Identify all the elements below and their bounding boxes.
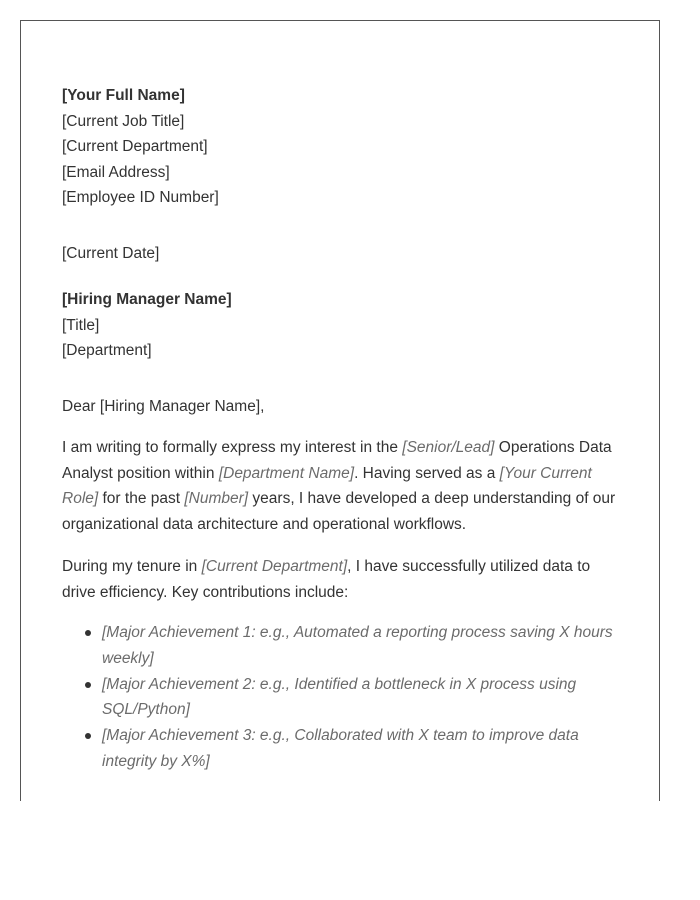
sender-job-title: [Current Job Title] (62, 112, 185, 130)
recipient-department: [Department] (62, 342, 152, 359)
intro-text-3: . Having served as a (354, 464, 500, 482)
letter-body (62, 83, 627, 774)
sender-department: [Current Department] (62, 138, 208, 155)
tenure-text-2: , I have successfully utilized data to drive efficiency. Key contributions include: (62, 557, 591, 601)
intro-text-1: I am writing to formally express my interest in the (62, 439, 403, 456)
list-item (102, 620, 627, 671)
sender-block (62, 83, 627, 211)
achievement-text: [Major Achievement 2: e.g., Identified a bottleneck in X process using SQL/Python] (102, 675, 577, 719)
intro-text-5: years, I have developed a deep understanding of our organizational data architecture and operational workflows. (62, 490, 616, 534)
placeholder-current-department: [Current Department] (201, 557, 348, 575)
list-item (102, 672, 627, 723)
intro-text-2: Operations Data Analyst position within (62, 439, 612, 482)
sender-name: [Your Full Name] (62, 87, 185, 104)
achievement-text: [Major Achievement 1: e.g., Automated a reporting process saving X hours weekly] (102, 624, 613, 667)
recipient-title: [Title] (62, 316, 100, 334)
intro-text-4: for the past (98, 490, 185, 508)
placeholder-department-name: [Department Name] (218, 464, 355, 482)
placeholder-current-role: [Your Current Role] (62, 464, 592, 508)
letter-date: [Current Date] (62, 244, 160, 262)
bullet-icon (85, 630, 91, 636)
achievement-text: [Major Achievement 3: e.g., Collaborated with X team to improve data integrity by X%] (102, 727, 579, 770)
recipient-block (62, 287, 627, 364)
salutation: Dear [Hiring Manager Name], (62, 397, 265, 415)
list-item (102, 723, 627, 774)
document-page (20, 20, 660, 801)
tenure-text-1: During my tenure in (62, 557, 202, 575)
sender-employee-id: [Employee ID Number] (62, 189, 219, 206)
salutation-block (62, 394, 627, 420)
bullet-icon (85, 682, 91, 688)
intro-paragraph (62, 435, 627, 538)
letter-date-block (62, 241, 627, 267)
placeholder-seniority: [Senior/Lead] (402, 439, 495, 456)
bullet-icon (85, 733, 91, 739)
tenure-paragraph (62, 554, 627, 605)
achievements-list (62, 620, 627, 774)
recipient-name: [Hiring Manager Name] (62, 291, 232, 308)
sender-email: [Email Address] (62, 163, 170, 181)
placeholder-years-number: [Number] (184, 490, 249, 508)
